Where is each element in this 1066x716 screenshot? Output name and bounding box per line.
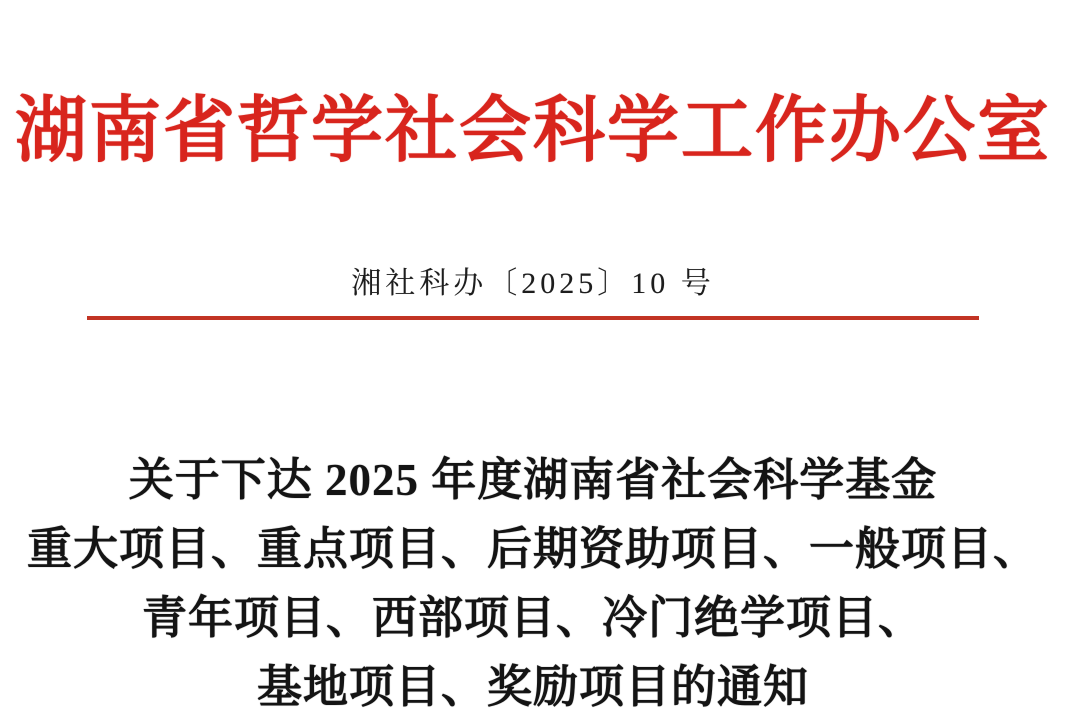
notice-title-line-4: 基地项目、奖励项目的通知 bbox=[256, 662, 809, 712]
notice-title-block bbox=[0, 446, 1066, 716]
notice-title-line-1: 关于下达 2025 年度湖南省社会科学基金 bbox=[128, 455, 938, 505]
red-divider-rule bbox=[87, 316, 979, 320]
notice-title-line-2: 重大项目、重点项目、后期资助项目、一般项目、 bbox=[26, 524, 1039, 574]
agency-masthead-title: 湖南省哲学社会科学工作办公室 bbox=[14, 91, 1051, 171]
notice-title-line-3: 青年项目、西部项目、冷门绝学项目、 bbox=[141, 593, 924, 643]
document-reference-number: 湘社科办〔2025〕10 号 bbox=[351, 267, 715, 300]
